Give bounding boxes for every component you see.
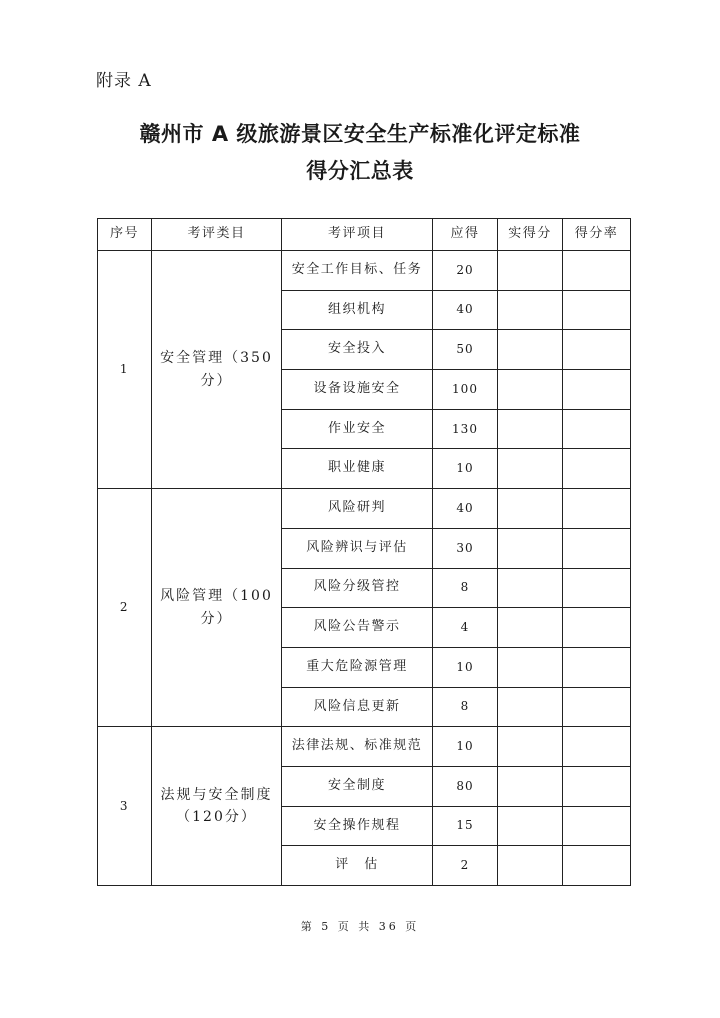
item-name: 风险分级管控 — [282, 568, 433, 608]
table-row — [98, 727, 631, 767]
item-name: 安全制度 — [282, 766, 433, 806]
item-score-rate — [563, 568, 631, 608]
row-category: 法规与安全制度（120分） — [152, 727, 282, 886]
header-seq: 序号 — [98, 219, 152, 251]
item-actual-score — [498, 290, 563, 330]
item-name: 风险辨识与评估 — [282, 528, 433, 568]
item-actual-score — [498, 806, 563, 846]
header-item: 考评项目 — [282, 219, 433, 251]
item-score-rate — [563, 766, 631, 806]
item-points: 100 — [433, 370, 498, 410]
item-points: 50 — [433, 330, 498, 370]
document-title: 赣州市 A 级旅游景区安全生产标准化评定标准 — [139, 122, 581, 146]
item-actual-score — [498, 647, 563, 687]
item-points: 10 — [433, 449, 498, 489]
item-score-rate — [563, 409, 631, 449]
item-name: 安全投入 — [282, 330, 433, 370]
document-subtitle: 得分汇总表 — [306, 159, 414, 183]
row-seq: 2 — [98, 489, 152, 727]
header-rate: 得分率 — [563, 219, 631, 251]
item-name: 风险公告警示 — [282, 608, 433, 648]
header-actual: 实得分 — [498, 219, 563, 251]
item-points: 10 — [433, 727, 498, 767]
row-category: 风险管理（100分） — [152, 489, 282, 727]
item-name: 组织机构 — [282, 290, 433, 330]
item-actual-score — [498, 370, 563, 410]
item-points: 8 — [433, 568, 498, 608]
item-name: 评 估 — [282, 846, 433, 886]
page-footer: 第 5 页 共 36 页 — [300, 920, 420, 933]
item-name: 法律法规、标准规范 — [282, 727, 433, 767]
item-actual-score — [498, 568, 563, 608]
item-actual-score — [498, 687, 563, 727]
item-actual-score — [498, 251, 563, 291]
item-actual-score — [498, 489, 563, 529]
table-row — [98, 489, 631, 529]
item-points: 40 — [433, 489, 498, 529]
row-category: 安全管理（350分） — [152, 251, 282, 489]
item-name: 安全操作规程 — [282, 806, 433, 846]
item-score-rate — [563, 251, 631, 291]
item-name: 职业健康 — [282, 449, 433, 489]
item-score-rate — [563, 727, 631, 767]
row-seq: 1 — [98, 251, 152, 489]
item-score-rate — [563, 449, 631, 489]
item-actual-score — [498, 409, 563, 449]
table-header-row — [98, 219, 631, 251]
item-score-rate — [563, 687, 631, 727]
item-points: 4 — [433, 608, 498, 648]
item-score-rate — [563, 528, 631, 568]
appendix-label: 附录 A — [96, 71, 152, 91]
item-score-rate — [563, 647, 631, 687]
item-points: 130 — [433, 409, 498, 449]
item-name: 设备设施安全 — [282, 370, 433, 410]
score-summary-table — [97, 218, 631, 886]
item-name: 作业安全 — [282, 409, 433, 449]
item-points: 8 — [433, 687, 498, 727]
item-actual-score — [498, 727, 563, 767]
item-score-rate — [563, 370, 631, 410]
item-points: 80 — [433, 766, 498, 806]
item-actual-score — [498, 449, 563, 489]
item-actual-score — [498, 608, 563, 648]
item-points: 15 — [433, 806, 498, 846]
item-actual-score — [498, 528, 563, 568]
item-name: 安全工作目标、任务 — [282, 251, 433, 291]
item-name: 风险信息更新 — [282, 687, 433, 727]
row-seq: 3 — [98, 727, 152, 886]
header-category: 考评类目 — [152, 219, 282, 251]
header-points: 应得 — [433, 219, 498, 251]
item-score-rate — [563, 290, 631, 330]
item-points: 20 — [433, 251, 498, 291]
item-actual-score — [498, 846, 563, 886]
item-score-rate — [563, 330, 631, 370]
table-row — [98, 251, 631, 291]
item-score-rate — [563, 806, 631, 846]
item-score-rate — [563, 489, 631, 529]
item-name: 风险研判 — [282, 489, 433, 529]
item-points: 30 — [433, 528, 498, 568]
item-actual-score — [498, 766, 563, 806]
item-points: 40 — [433, 290, 498, 330]
item-name: 重大危险源管理 — [282, 647, 433, 687]
item-actual-score — [498, 330, 563, 370]
item-score-rate — [563, 608, 631, 648]
item-points: 10 — [433, 647, 498, 687]
item-points: 2 — [433, 846, 498, 886]
item-score-rate — [563, 846, 631, 886]
